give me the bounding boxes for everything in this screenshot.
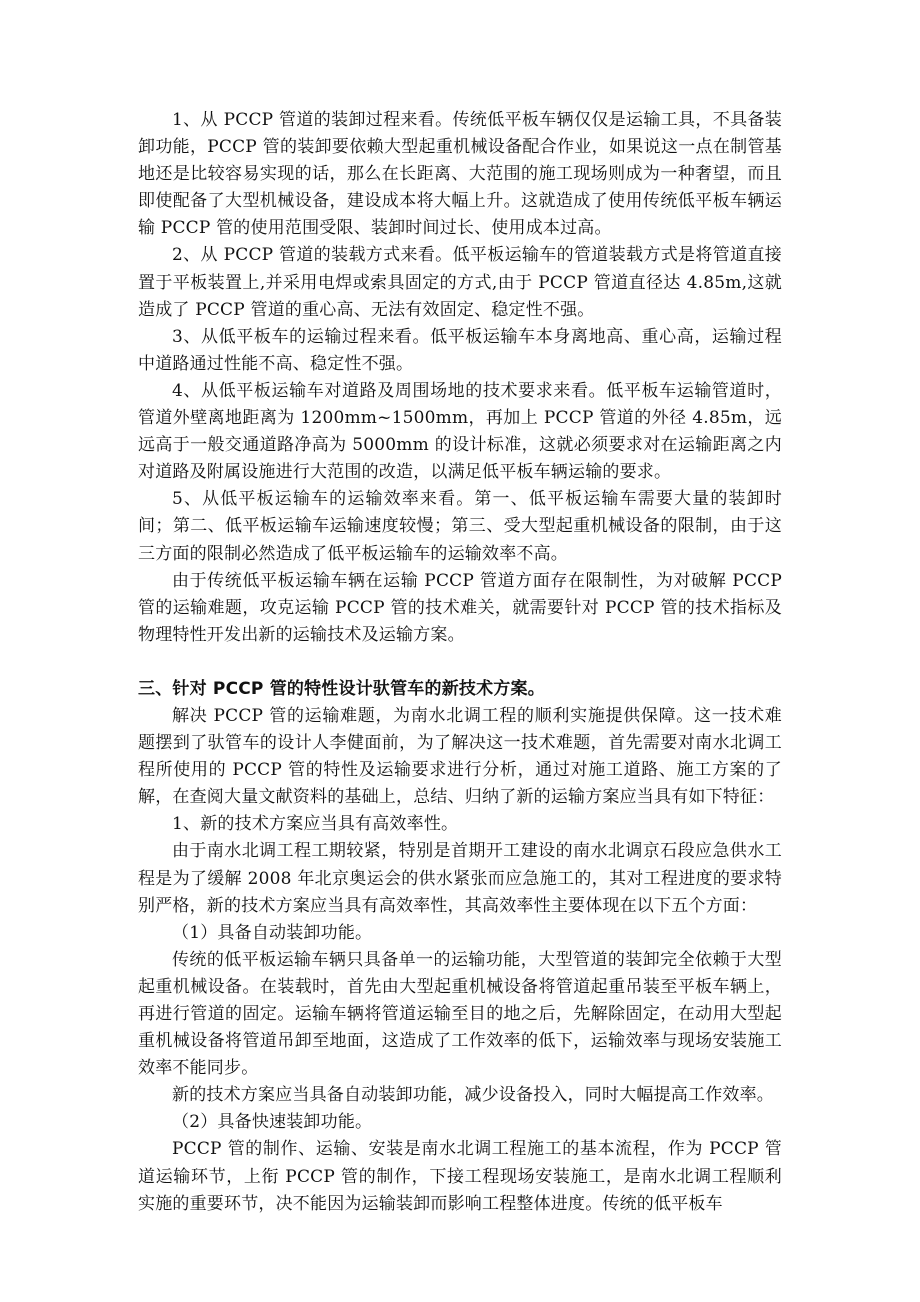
paragraph-transport-process: 3、从低平板车的运输过程来看。低平板运输车本身离地高、重心高，运输过程中道路通过性能不高、稳定性不强。 xyxy=(138,326,782,374)
paragraph-pccp-mounting: 2、从 PCCP 管道的装载方式来看。低平板运输车的管道装载方式是将管道直接置于平板装置上,并采用电焊或索具固定的方式,由于 PCCP 管道直径达 4.85m,这就造成了 PCCP 管道的重心高、无法有效固定、稳定性不强。 xyxy=(138,245,782,320)
paragraph-subfeature-1: （1）具备自动装卸功能。 xyxy=(172,922,373,943)
paragraph-conclusion: 由于传统低平板运输车辆在运输 PCCP 管道方面存在限制性，为对破解 PCCP 管的运输难题，攻克运输 PCCP 管的技术难关，就需要针对 PCCP 管的技术指标及物理特性开发出新的运输技术及运输方案。 xyxy=(138,570,782,645)
paragraph-road-requirements: 4、从低平板运输车对道路及周围场地的技术要求来看。低平板车运输管道时，管道外壁离地距离为 1200mm~1500mm，再加上 PCCP 管道的外径 4.85m，远远高于一般交通道路净高为 5000mm 的设计标准，这就必须要求对在运输距离之内对道路及附属设施进行大范围的改造，以满足低平板车辆运输的要求。 xyxy=(138,380,782,483)
paragraph-auto-loading: 新的技术方案应当具备自动装卸功能，减少设备投入，同时大幅提高工作效率。 xyxy=(172,1085,774,1106)
paragraph-pccp-loading: 1、从 PCCP 管道的装卸过程来看。传统低平板车辆仅仅是运输工具，不具备装卸功能，PCCP 管的装卸要依赖大型起重机械设备配合作业，如果说这一点在制管基地还是比较容易实现的话，那么在长距离、大范围的施工现场则成为一种奢望，而且即使配备了大型机械设备，建设成本将大幅上升。这就造成了使用传统低平板车辆运输 PCCP 管的使用范围受限、装卸时间过长、使用成本过高。 xyxy=(138,110,782,239)
paragraph-problem-intro: 解决 PCCP 管的运输难题，为南水北调工程的顺利实施提供保障。这一技术难题摆到了驮管车的设计人李健面前，为了解决这一技术难题，首先需要对南水北调工程所使用的 PCCP 管的特性及运输要求进行分析，通过对施工道路、施工方案的了解，在查阅大量文献资料的基础上，总结、归纳了新的运输方案应当具有如下特征： xyxy=(138,705,782,808)
paragraph-subfeature-2: （2）具备快速装卸功能。 xyxy=(172,1112,373,1133)
paragraph-process-flow: PCCP 管的制作、运输、安装是南水北调工程施工的基本流程，作为 PCCP 管道运输环节，上衔 PCCP 管的制作，下接工程现场安装施工，是南水北调工程顺利实施的重要环节，决不能因为运输装卸而影响工程整体进度。传统的低平板车 xyxy=(138,1139,782,1214)
paragraph-transport-efficiency: 5、从低平板运输车的运输效率来看。第一、低平板运输车需要大量的装卸时间；第二、低平板运输车运输速度较慢；第三、受大型起重机械设备的限制，由于这三方面的限制必然造成了低平板运输车的运输效率不高。 xyxy=(138,489,782,564)
paragraph-feature-1: 1、新的技术方案应当具有高效率性。 xyxy=(172,814,459,835)
paragraph-spacer xyxy=(138,649,782,676)
document-body xyxy=(138,107,782,1218)
section-heading: 三、针对 PCCP 管的特性设计驮管车的新技术方案。 xyxy=(138,678,545,699)
paragraph-schedule: 由于南水北调工程工期较紧，特别是首期开工建设的南水北调京石段应急供水工程是为了缓解 2008 年北京奥运会的供水紧张而应急施工的，其对工程进度的要求特别严格，新的技术方案应当具有高效率性，其高效率性主要体现在以下五个方面： xyxy=(138,841,782,916)
paragraph-traditional-loading: 传统的低平板运输车辆只具备单一的运输功能，大型管道的装卸完全依赖于大型起重机械设备。在装载时，首先由大型起重机械设备将管道起重吊装至平板车辆上，再进行管道的固定。运输车辆将管道运输至目的地之后，先解除固定，在动用大型起重机械设备将管道吊卸至地面，这造成了工作效率的低下，运输效率与现场安装施工效率不能同步。 xyxy=(138,949,782,1079)
